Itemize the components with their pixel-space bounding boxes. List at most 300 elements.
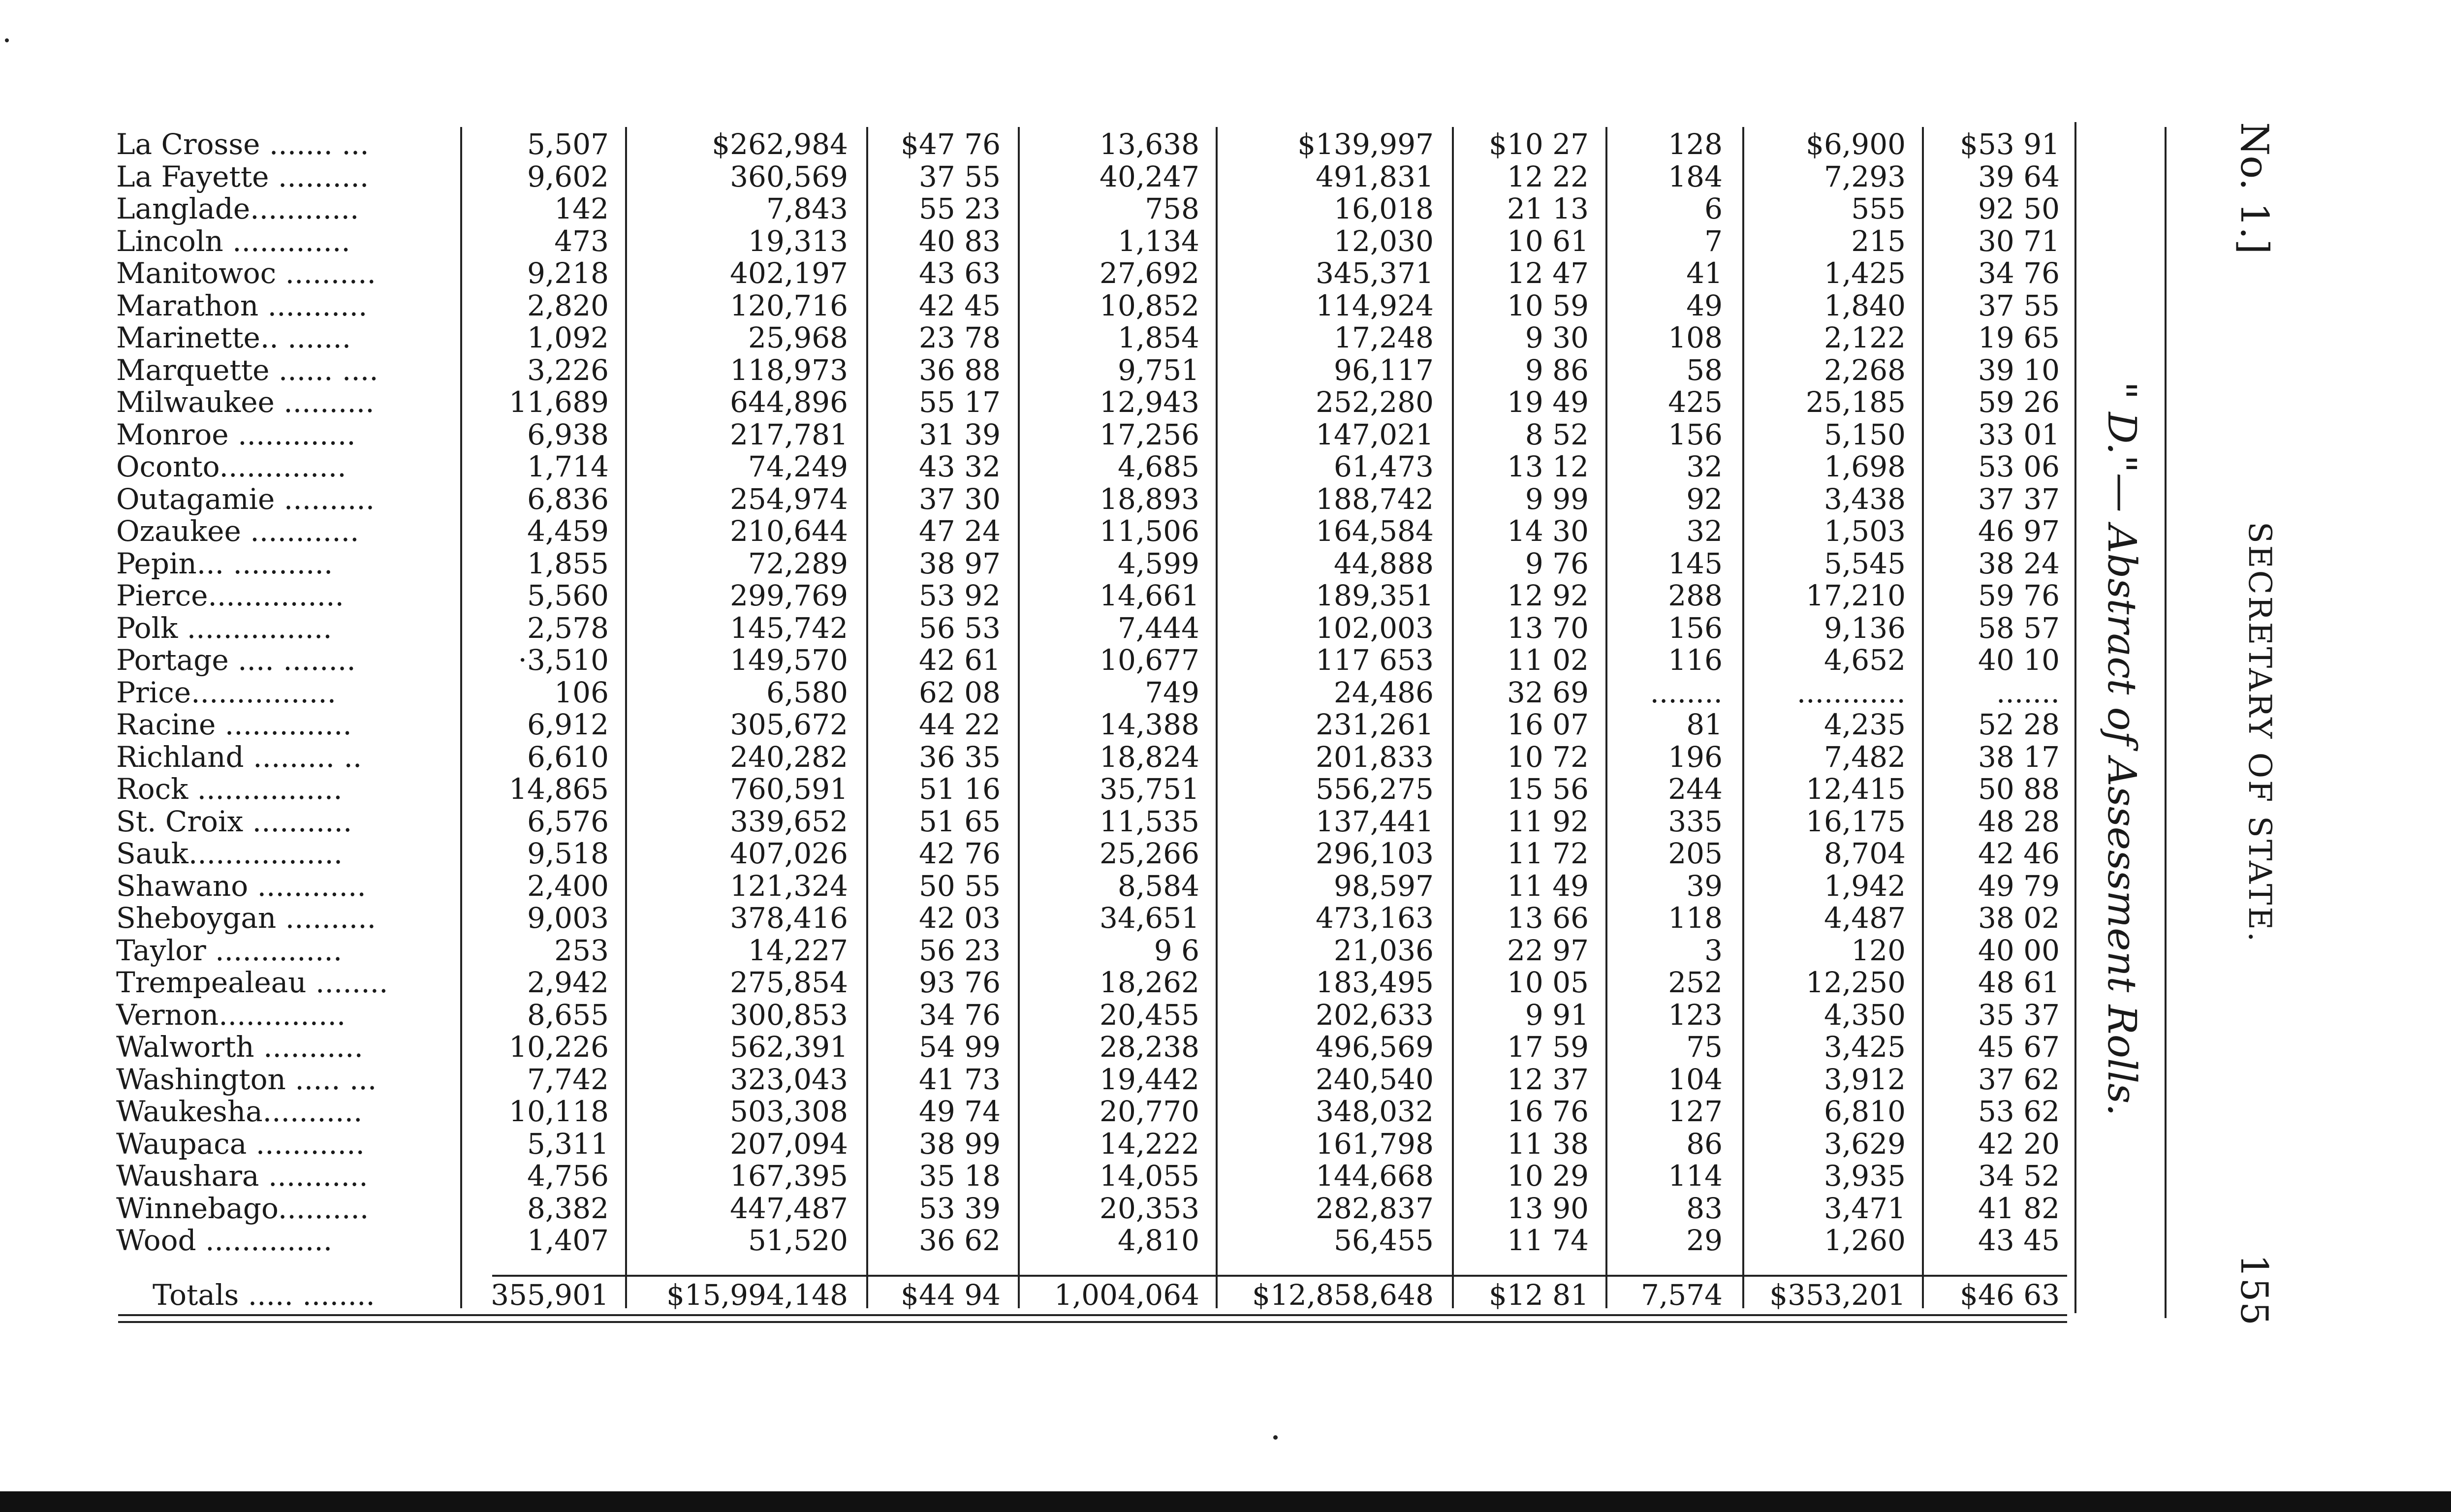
- table-row-avg-value-col: 56 53: [918, 611, 1001, 645]
- table-row-parcels-col: 5,560: [527, 579, 609, 612]
- table-row-lot-value-col: 12,415: [1806, 772, 1906, 806]
- table-row-parcels-col: 8,382: [527, 1191, 609, 1225]
- table-row-avg-lot-col: 38 17: [1978, 740, 2060, 774]
- table-row-county: Waushara ...........: [116, 1159, 368, 1193]
- table-row-lots-col: 3: [1704, 933, 1723, 967]
- table-row-acres-col: 27,692: [1100, 256, 1199, 290]
- table-row-county: Marinette.. .......: [116, 321, 351, 354]
- table-row-parcels-col: 5,507: [527, 127, 609, 161]
- table-row-acre-value-col: 144,668: [1316, 1159, 1434, 1193]
- table-row-value-col: 207,094: [730, 1127, 848, 1161]
- table-row-acres-col: 34,651: [1100, 901, 1199, 935]
- table-row-avg-lot-col: 45 67: [1978, 1030, 2060, 1064]
- table-row-acres-col: 758: [1145, 192, 1199, 225]
- table-row-lot-value-col: 3,935: [1823, 1159, 1906, 1193]
- table-row-acre-value-col: 44,888: [1334, 546, 1434, 580]
- table-row-value-col: 503,308: [730, 1095, 848, 1128]
- table-row-county: Langlade............: [116, 192, 359, 225]
- table-row-avg-lot-col: .......: [1996, 675, 2060, 709]
- table-row-acres-col: 40,247: [1100, 159, 1199, 193]
- table-row-avg-lot-col: 40 00: [1978, 933, 2060, 967]
- table-row-county: Portage .... ........: [116, 643, 356, 677]
- table-row-county: Price................: [116, 675, 337, 709]
- table-row-avg-value-col: 37 55: [918, 159, 1001, 193]
- table-row-avg-value-col: 54 99: [918, 1030, 1001, 1064]
- table-row-lot-value-col: 7,482: [1823, 740, 1906, 774]
- table-row-acre-value-col: 252,280: [1316, 385, 1434, 419]
- table-row-avg-acre-col: 32 69: [1507, 675, 1589, 709]
- table-row-lot-value-col: 3,471: [1823, 1191, 1906, 1225]
- table-row-avg-value-col: 53 39: [918, 1191, 1001, 1225]
- table-row-avg-acre-col: 17 59: [1507, 1030, 1589, 1064]
- table-row-lot-value-col: 5,545: [1823, 546, 1906, 580]
- table-row-lot-value-col: 555: [1851, 192, 1906, 225]
- table-row-value-col: 25,968: [748, 321, 848, 354]
- table-row-value-col: 305,672: [730, 708, 848, 741]
- table-row-lots-col: 123: [1668, 998, 1723, 1032]
- table-row-lot-value-col: ............: [1796, 675, 1906, 709]
- table-row-lot-value-col: 4,235: [1823, 708, 1906, 741]
- table-row-avg-lot-col: 59 26: [1978, 385, 2060, 419]
- table-row-value-col: $262,984: [712, 127, 848, 161]
- table-row-avg-lot-col: 52 28: [1978, 708, 2060, 741]
- table-row-acres-col: 14,388: [1100, 708, 1199, 741]
- table-row-avg-lot-col: 38 02: [1978, 901, 2060, 935]
- table-row-avg-acre-col: 11 38: [1507, 1127, 1589, 1161]
- table-row-value-col: 118,973: [730, 353, 848, 387]
- table-row-county: La Crosse ....... ...: [116, 127, 369, 161]
- table-row-avg-lot-col: 39 64: [1978, 159, 2060, 193]
- table-row-avg-acre-col: 9 99: [1525, 482, 1589, 516]
- table-row-avg-value-col: 43 32: [918, 450, 1001, 483]
- table-row-lot-value-col: 9,136: [1823, 611, 1906, 645]
- scan-edge: [0, 1491, 2451, 1512]
- table-row-avg-value-col: 38 97: [918, 546, 1001, 580]
- table-row-avg-acre-col: 10 61: [1507, 224, 1589, 258]
- table-row-avg-acre-col: 12 22: [1507, 159, 1589, 193]
- table-row-parcels-col: 14,865: [509, 772, 609, 806]
- table-row-avg-acre-col: 21 13: [1507, 192, 1589, 225]
- table-row-avg-acre-col: 22 97: [1507, 933, 1589, 967]
- table-row-acres-col: 18,893: [1100, 482, 1199, 516]
- table-row-avg-lot-col: 42 46: [1978, 837, 2060, 870]
- table-row-acres-col: 19,442: [1100, 1062, 1199, 1096]
- table-row-lots-col: 156: [1668, 611, 1723, 645]
- table-row-avg-value-col: 38 99: [918, 1127, 1001, 1161]
- table-row-acre-value-col: 201,833: [1316, 740, 1434, 774]
- table-row-avg-lot-col: 37 62: [1978, 1062, 2060, 1096]
- table-row-avg-lot-col: 46 97: [1978, 514, 2060, 548]
- table-row-acre-value-col: 24,486: [1334, 675, 1434, 709]
- totals-row-parcels-col: 355,901: [491, 1278, 609, 1312]
- table-row-acres-col: 14,661: [1100, 579, 1199, 612]
- table-row-avg-acre-col: 13 90: [1507, 1191, 1589, 1225]
- table-row-acres-col: 1,134: [1117, 224, 1199, 258]
- table-row-lots-col: 108: [1668, 321, 1723, 354]
- table-row-acre-value-col: 16,018: [1334, 192, 1434, 225]
- table-row-lots-col: 83: [1686, 1191, 1723, 1225]
- table-row-value-col: 149,570: [730, 643, 848, 677]
- table-row-lots-col: 29: [1686, 1224, 1723, 1257]
- table-row-value-col: 120,716: [730, 288, 848, 322]
- table-row-value-col: 19,313: [748, 224, 848, 258]
- table-row-parcels-col: 10,118: [509, 1095, 609, 1128]
- table-row-parcels-col: 3,226: [527, 353, 609, 387]
- table-row-lot-value-col: 2,122: [1823, 321, 1906, 354]
- table-row-lot-value-col: 17,210: [1806, 579, 1906, 612]
- table-row-acre-value-col: 56,455: [1334, 1224, 1434, 1257]
- table-row-avg-acre-col: 16 07: [1507, 708, 1589, 741]
- table-row-parcels-col: 2,942: [527, 966, 609, 999]
- table-row-acres-col: 18,262: [1100, 966, 1199, 999]
- table-row-avg-acre-col: 10 72: [1507, 740, 1589, 774]
- table-row-avg-value-col: $47 76: [901, 127, 1001, 161]
- table-row-acre-value-col: 164,584: [1316, 514, 1434, 548]
- table-row-avg-value-col: 36 62: [918, 1224, 1001, 1257]
- table-row-lots-col: 252: [1668, 966, 1723, 999]
- table-row-avg-acre-col: 13 70: [1507, 611, 1589, 645]
- totals-row-acres-col: 1,004,064: [1054, 1278, 1199, 1312]
- table-row-value-col: 14,227: [748, 933, 848, 967]
- table-row-value-col: 6,580: [766, 675, 848, 709]
- page-number: 155: [2232, 1254, 2276, 1326]
- table-row-county: La Fayette ..........: [116, 159, 369, 193]
- table-row-lots-col: 128: [1668, 127, 1723, 161]
- table-row-value-col: 402,197: [730, 256, 848, 290]
- table-row-lot-value-col: 8,704: [1823, 837, 1906, 870]
- table-row-value-col: 240,282: [730, 740, 848, 774]
- table-row-lots-col: 58: [1686, 353, 1723, 387]
- table-row-avg-lot-col: 40 10: [1978, 643, 2060, 677]
- table-row-county: Pepin... ...........: [116, 546, 333, 580]
- table-row-avg-lot-col: 50 88: [1978, 772, 2060, 806]
- table-row-acre-value-col: 345,371: [1316, 256, 1434, 290]
- table-row-acres-col: 4,685: [1117, 450, 1199, 483]
- table-row-parcels-col: 2,578: [527, 611, 609, 645]
- table-row-lots-col: 156: [1668, 417, 1723, 451]
- table-row-acre-value-col: 188,742: [1316, 482, 1434, 516]
- table-row-acre-value-col: 202,633: [1316, 998, 1434, 1032]
- table-row-avg-value-col: 51 16: [918, 772, 1001, 806]
- table-row-avg-value-col: 62 08: [918, 675, 1001, 709]
- table-row-avg-acre-col: 9 86: [1525, 353, 1589, 387]
- table-row-avg-lot-col: 30 71: [1978, 224, 2060, 258]
- table-row-value-col: 760,591: [730, 772, 848, 806]
- table-row-lots-col: 425: [1668, 385, 1723, 419]
- table-row-parcels-col: 9,003: [527, 901, 609, 935]
- totals-row-avg-value-col: $44 94: [901, 1278, 1001, 1312]
- column-rule: [1452, 127, 1454, 1308]
- totals-row-value-col: $15,994,148: [666, 1278, 848, 1312]
- table-row-acre-value-col: 491,831: [1316, 159, 1434, 193]
- table-row-avg-acre-col: 11 02: [1507, 643, 1589, 677]
- table-row-acre-value-col: 137,441: [1316, 804, 1434, 838]
- table-row-avg-value-col: 44 22: [918, 708, 1001, 741]
- table-row-acres-col: 4,599: [1117, 546, 1199, 580]
- table-row-avg-lot-col: 48 61: [1978, 966, 2060, 999]
- table-row-value-col: 210,644: [730, 514, 848, 548]
- table-row-parcels-col: 6,576: [527, 804, 609, 838]
- table-row-lot-value-col: 1,503: [1823, 514, 1906, 548]
- table-row-acres-col: 20,455: [1100, 998, 1199, 1032]
- table-row-avg-value-col: 36 88: [918, 353, 1001, 387]
- table-row-value-col: 275,854: [730, 966, 848, 999]
- table-row-county: Winnebago..........: [116, 1191, 369, 1225]
- table-row-avg-acre-col: 9 91: [1525, 998, 1589, 1032]
- totals-row-county: Totals ..... ........: [153, 1278, 375, 1312]
- table-row-avg-acre-col: 10 05: [1507, 966, 1589, 999]
- table-row-county: Milwaukee ..........: [116, 385, 375, 419]
- table-row-acres-col: 10,677: [1100, 643, 1199, 677]
- table-row-value-col: 447,487: [730, 1191, 848, 1225]
- table-row-avg-value-col: 36 35: [918, 740, 1001, 774]
- table-row-avg-lot-col: 92 50: [1978, 192, 2060, 225]
- table-row-county: Oconto..............: [116, 450, 346, 483]
- table-row-lot-value-col: 16,175: [1806, 804, 1906, 838]
- table-row-avg-acre-col: 12 47: [1507, 256, 1589, 290]
- table-row-acres-col: 20,770: [1100, 1095, 1199, 1128]
- table-row-county: Taylor ..............: [116, 933, 343, 967]
- table-row-lots-col: 244: [1668, 772, 1723, 806]
- table-row-avg-acre-col: 11 49: [1507, 869, 1589, 903]
- table-row-parcels-col: ·3,510: [518, 643, 609, 677]
- table-row-lots-col: 184: [1668, 159, 1723, 193]
- table-row-acre-value-col: 231,261: [1316, 708, 1434, 741]
- table-row-county: Marquette ...... ....: [116, 353, 378, 387]
- table-row-lot-value-col: 3,425: [1823, 1030, 1906, 1064]
- table-row-lot-value-col: 1,840: [1823, 288, 1906, 322]
- table-row-value-col: 167,395: [730, 1159, 848, 1193]
- table-row-avg-value-col: 34 76: [918, 998, 1001, 1032]
- table-row-value-col: 254,974: [730, 482, 848, 516]
- table-row-avg-acre-col: 12 37: [1507, 1062, 1589, 1096]
- table-row-acres-col: 10,852: [1100, 288, 1199, 322]
- scan-speck: [5, 38, 9, 42]
- table-row-acre-value-col: 556,275: [1316, 772, 1434, 806]
- table-row-avg-acre-col: 11 74: [1507, 1224, 1589, 1257]
- table-row-avg-value-col: 55 23: [918, 192, 1001, 225]
- table-row-county: Sauk.................: [116, 837, 343, 870]
- table-row-parcels-col: 10,226: [509, 1030, 609, 1064]
- table-row-lots-col: ........: [1650, 675, 1723, 709]
- table-row-avg-lot-col: 37 55: [1978, 288, 2060, 322]
- table-row-value-col: 72,289: [748, 546, 848, 580]
- table-row-parcels-col: 2,820: [527, 288, 609, 322]
- table-row-avg-lot-col: 38 24: [1978, 546, 2060, 580]
- table-row-lots-col: 118: [1668, 901, 1723, 935]
- table-row-acre-value-col: 96,117: [1334, 353, 1434, 387]
- table-row-parcels-col: 1,407: [527, 1224, 609, 1257]
- table-row-lot-value-col: 1,260: [1823, 1224, 1906, 1257]
- table-row-acres-col: 28,238: [1100, 1030, 1199, 1064]
- table-row-lots-col: 7: [1704, 224, 1723, 258]
- table-row-lots-col: 41: [1686, 256, 1723, 290]
- table-row-lots-col: 196: [1668, 740, 1723, 774]
- table-row-avg-acre-col: 10 29: [1507, 1159, 1589, 1193]
- page-header-doc-no: No. 1.]: [2232, 122, 2276, 254]
- table-row-lot-value-col: 5,150: [1823, 417, 1906, 451]
- totals-row-avg-acre-col: $12 81: [1489, 1278, 1589, 1312]
- table-row-value-col: 407,026: [730, 837, 848, 870]
- table-row-parcels-col: 6,938: [527, 417, 609, 451]
- table-row-avg-value-col: 56 23: [918, 933, 1001, 967]
- table-row-acre-value-col: 147,021: [1316, 417, 1434, 451]
- table-row-parcels-col: 9,518: [527, 837, 609, 870]
- table-row-parcels-col: 7,742: [527, 1062, 609, 1096]
- header-rule: [2165, 127, 2167, 1318]
- table-row-parcels-col: 473: [554, 224, 609, 258]
- table-row-value-col: 74,249: [748, 450, 848, 483]
- table-row-lots-col: 116: [1668, 643, 1723, 677]
- table-row-avg-value-col: 37 30: [918, 482, 1001, 516]
- table-row-lots-col: 49: [1686, 288, 1723, 322]
- table-row-avg-value-col: 40 83: [918, 224, 1001, 258]
- table-row-acre-value-col: 282,837: [1316, 1191, 1434, 1225]
- table-row-lots-col: 92: [1686, 482, 1723, 516]
- table-row-lots-col: 288: [1668, 579, 1723, 612]
- table-row-lots-col: 81: [1686, 708, 1723, 741]
- table-row-county: Polk ................: [116, 611, 332, 645]
- table-row-avg-lot-col: 37 37: [1978, 482, 2060, 516]
- table-row-acres-col: 11,535: [1100, 804, 1199, 838]
- table-row-parcels-col: 9,218: [527, 256, 609, 290]
- table-row-county: Washington ..... ...: [116, 1062, 377, 1096]
- table-row-lots-col: 335: [1668, 804, 1723, 838]
- table-row-avg-value-col: 50 55: [918, 869, 1001, 903]
- table-row-acres-col: 749: [1145, 675, 1199, 709]
- table-rule: [118, 1314, 2067, 1316]
- table-row-acres-col: 7,444: [1117, 611, 1199, 645]
- table-row-lots-col: 145: [1668, 546, 1723, 580]
- column-rule: [1922, 127, 1924, 1308]
- table-row-value-col: 7,843: [766, 192, 848, 225]
- table-row-acre-value-col: 17,248: [1334, 321, 1434, 354]
- table-row-acres-col: 11,506: [1100, 514, 1199, 548]
- table-row-acre-value-col: 473,163: [1316, 901, 1434, 935]
- table-row-acre-value-col: 240,540: [1316, 1062, 1434, 1096]
- table-row-county: Shawano ............: [116, 869, 366, 903]
- table-row-parcels-col: 5,311: [527, 1127, 609, 1161]
- table-row-acre-value-col: 61,473: [1334, 450, 1434, 483]
- column-rule: [1018, 127, 1020, 1308]
- totals-row-acre-value-col: $12,858,648: [1252, 1278, 1434, 1312]
- table-row-lot-value-col: 3,912: [1823, 1062, 1906, 1096]
- table-row-lot-value-col: $6,900: [1806, 127, 1906, 161]
- table-row-acres-col: 14,055: [1100, 1159, 1199, 1193]
- table-row-lots-col: 32: [1686, 450, 1723, 483]
- table-row-value-col: 644,896: [730, 385, 848, 419]
- table-row-value-col: 339,652: [730, 804, 848, 838]
- table-row-county: Lincoln .............: [116, 224, 350, 258]
- table-row-value-col: 323,043: [730, 1062, 848, 1096]
- table-row-parcels-col: 4,756: [527, 1159, 609, 1193]
- table-row-acres-col: 35,751: [1100, 772, 1199, 806]
- table-row-acre-value-col: 114,924: [1316, 288, 1434, 322]
- column-rule: [625, 127, 627, 1308]
- table-row-avg-acre-col: 11 92: [1507, 804, 1589, 838]
- table-row-avg-lot-col: 49 79: [1978, 869, 2060, 903]
- totals-row-lot-value-col: $353,201: [1769, 1278, 1906, 1312]
- table-row-avg-value-col: 53 92: [918, 579, 1001, 612]
- table-row-lot-value-col: 215: [1851, 224, 1906, 258]
- table-row-county: Vernon..............: [116, 998, 346, 1032]
- table-row-avg-value-col: 31 39: [918, 417, 1001, 451]
- table-row-avg-acre-col: 9 30: [1525, 321, 1589, 354]
- table-row-county: Sheboygan ..........: [116, 901, 377, 935]
- table-row-avg-acre-col: 11 72: [1507, 837, 1589, 870]
- table-row-lots-col: 205: [1668, 837, 1723, 870]
- table-row-avg-value-col: 43 63: [918, 256, 1001, 290]
- table-row-parcels-col: 253: [554, 933, 609, 967]
- table-row-avg-acre-col: 14 30: [1507, 514, 1589, 548]
- table-row-acre-value-col: 496,569: [1316, 1030, 1434, 1064]
- table-row-acre-value-col: 98,597: [1334, 869, 1434, 903]
- table-row-value-col: 300,853: [730, 998, 848, 1032]
- table-row-avg-lot-col: 34 52: [1978, 1159, 2060, 1193]
- table-row-parcels-col: 1,714: [527, 450, 609, 483]
- table-row-county: Rock ................: [116, 772, 343, 806]
- table-row-value-col: 378,416: [730, 901, 848, 935]
- table-row-avg-lot-col: 39 10: [1978, 353, 2060, 387]
- table-row-avg-value-col: 51 65: [918, 804, 1001, 838]
- column-rule: [1605, 127, 1607, 1308]
- table-row-lot-value-col: 7,293: [1823, 159, 1906, 193]
- table-row-acres-col: 8,584: [1117, 869, 1199, 903]
- table-row-county: Outagamie ..........: [116, 482, 375, 516]
- table-row-avg-value-col: 35 18: [918, 1159, 1001, 1193]
- table-row-parcels-col: 11,689: [509, 385, 609, 419]
- table-row-county: Waukesha...........: [116, 1095, 363, 1128]
- table-row-avg-value-col: 41 73: [918, 1062, 1001, 1096]
- table-row-parcels-col: 106: [554, 675, 609, 709]
- column-rule: [1742, 127, 1744, 1308]
- table-row-lots-col: 6: [1704, 192, 1723, 225]
- table-row-avg-value-col: 49 74: [918, 1095, 1001, 1128]
- table-title: " D."— Abstract of Assessment Rolls.: [2099, 381, 2145, 1116]
- table-row-avg-acre-col: 19 49: [1507, 385, 1589, 419]
- page-header-publisher: SECRETARY OF STATE.: [2241, 522, 2278, 944]
- table-row-avg-lot-col: $53 91: [1960, 127, 2060, 161]
- table-row-lot-value-col: 1,942: [1823, 869, 1906, 903]
- table-row-county: Trempealeau ........: [116, 966, 388, 999]
- table-row-parcels-col: 4,459: [527, 514, 609, 548]
- table-row-acres-col: 9 6: [1154, 933, 1199, 967]
- table-row-value-col: 360,569: [730, 159, 848, 193]
- table-row-acres-col: 4,810: [1117, 1224, 1199, 1257]
- table-row-acre-value-col: 117 653: [1316, 643, 1434, 677]
- table-row-lot-value-col: 25,185: [1806, 385, 1906, 419]
- table-row-avg-lot-col: 53 62: [1978, 1095, 2060, 1128]
- table-row-avg-acre-col: 13 12: [1507, 450, 1589, 483]
- table-row-avg-acre-col: $10 27: [1489, 127, 1589, 161]
- column-rule: [866, 127, 868, 1308]
- table-row-lot-value-col: 1,698: [1823, 450, 1906, 483]
- table-row-lots-col: 104: [1668, 1062, 1723, 1096]
- table-row-avg-lot-col: 34 76: [1978, 256, 2060, 290]
- table-row-acre-value-col: 348,032: [1316, 1095, 1434, 1128]
- table-row-county: Walworth ...........: [116, 1030, 363, 1064]
- table-row-parcels-col: 2,400: [527, 869, 609, 903]
- table-row-parcels-col: 6,836: [527, 482, 609, 516]
- table-row-lot-value-col: 12,250: [1806, 966, 1906, 999]
- table-row-acre-value-col: 102,003: [1316, 611, 1434, 645]
- table-row-avg-lot-col: 43 45: [1978, 1224, 2060, 1257]
- table-row-parcels-col: 9,602: [527, 159, 609, 193]
- table-row-avg-value-col: 55 17: [918, 385, 1001, 419]
- table-row-value-col: 121,324: [730, 869, 848, 903]
- table-row-acre-value-col: 21,036: [1334, 933, 1434, 967]
- table-row-parcels-col: 142: [554, 192, 609, 225]
